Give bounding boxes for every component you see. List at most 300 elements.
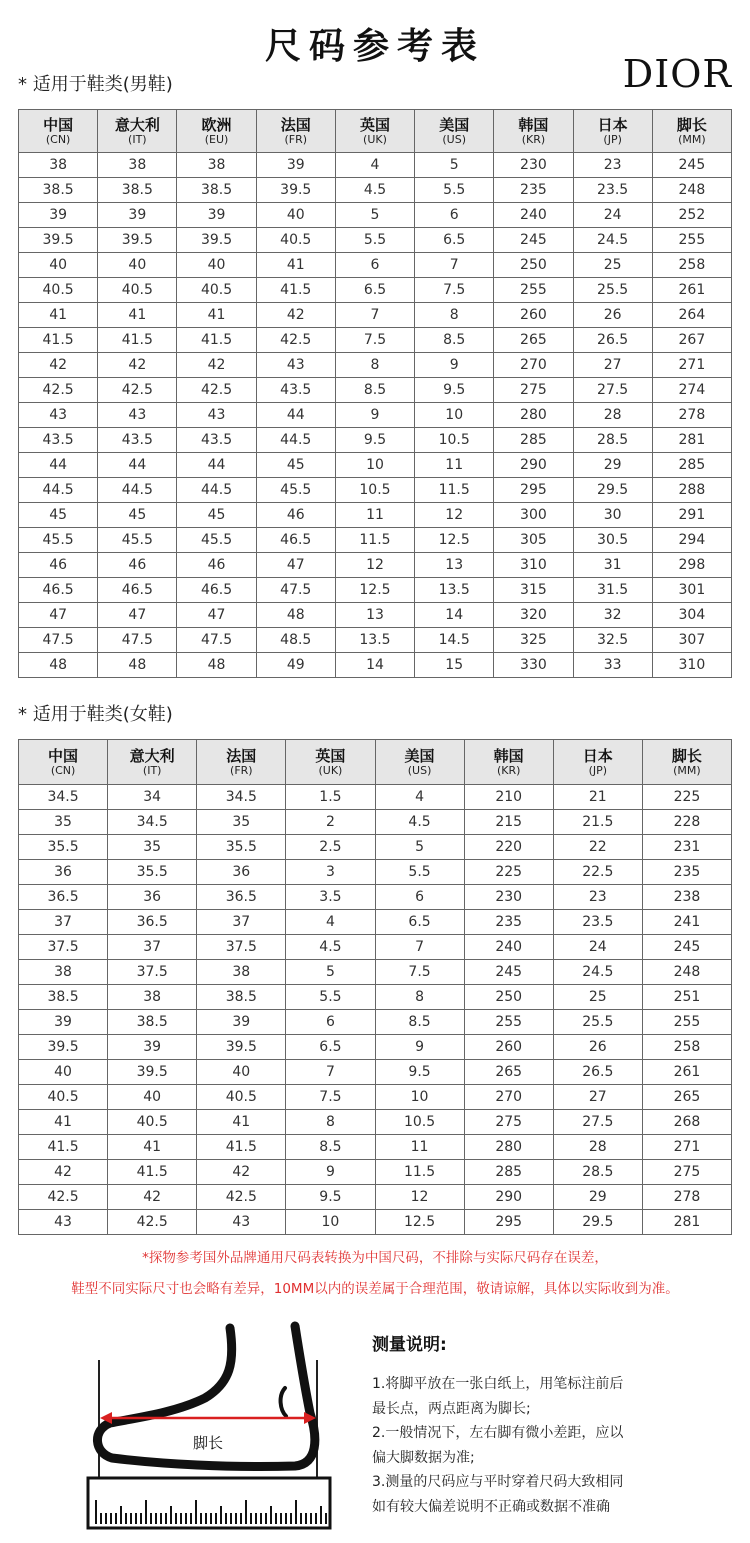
table-cell: 25.5 — [573, 278, 652, 303]
table-cell: 275 — [464, 1110, 553, 1135]
table-cell: 47.5 — [19, 628, 98, 653]
table-cell: 45.5 — [177, 528, 256, 553]
table-cell: 45.5 — [19, 528, 98, 553]
column-header — [256, 110, 335, 153]
table-cell: 295 — [464, 1210, 553, 1235]
table-cell: 4 — [286, 910, 375, 935]
table-cell: 10 — [415, 403, 494, 428]
table-cell: 44 — [177, 453, 256, 478]
page-title: 尺码参考表 — [264, 26, 485, 67]
table-cell: 230 — [494, 153, 573, 178]
table-row — [19, 528, 732, 553]
table-cell: 43 — [256, 353, 335, 378]
table-cell: 9 — [335, 403, 414, 428]
table-cell: 258 — [652, 253, 731, 278]
table-cell: 22.5 — [553, 860, 642, 885]
table-cell: 267 — [652, 328, 731, 353]
column-header — [335, 110, 414, 153]
table-cell: 42 — [19, 1160, 108, 1185]
table-cell: 46 — [177, 553, 256, 578]
table-cell: 49 — [256, 653, 335, 678]
table-cell: 38 — [98, 153, 177, 178]
table-cell: 10.5 — [415, 428, 494, 453]
table-cell: 48.5 — [256, 628, 335, 653]
table-cell: 37.5 — [197, 935, 286, 960]
table-cell: 10 — [375, 1085, 464, 1110]
column-header-code: (UK) — [363, 132, 387, 146]
table-cell: 30 — [573, 503, 652, 528]
table-cell: 41.5 — [98, 328, 177, 353]
table-cell: 43 — [19, 403, 98, 428]
table-cell: 12 — [335, 553, 414, 578]
table-cell: 290 — [494, 453, 573, 478]
column-header — [286, 740, 375, 785]
table-cell: 325 — [494, 628, 573, 653]
table-cell: 39 — [19, 203, 98, 228]
table-cell: 240 — [494, 203, 573, 228]
table-cell: 40.5 — [256, 228, 335, 253]
table-cell: 23 — [573, 153, 652, 178]
table-row — [19, 478, 732, 503]
table-cell: 35 — [197, 810, 286, 835]
table-cell: 28 — [573, 403, 652, 428]
table-cell: 251 — [642, 985, 731, 1010]
table-cell: 220 — [464, 835, 553, 860]
column-header-name: 法国 — [280, 115, 311, 134]
column-header-code: (MM) — [673, 763, 701, 777]
column-header — [553, 740, 642, 785]
table-cell: 8.5 — [335, 378, 414, 403]
table-cell: 255 — [652, 228, 731, 253]
table-row — [19, 985, 732, 1010]
table-cell: 37 — [19, 910, 108, 935]
table-cell: 39 — [256, 153, 335, 178]
measure-line: 3.测量的尺码应与平时穿着尺码大致相同 — [372, 1474, 624, 1490]
table-cell: 11 — [415, 453, 494, 478]
table-cell: 45 — [177, 503, 256, 528]
table-cell: 43 — [197, 1210, 286, 1235]
column-header — [19, 740, 108, 785]
table-cell: 40.5 — [177, 278, 256, 303]
table-cell: 26.5 — [573, 328, 652, 353]
table-cell: 12.5 — [335, 578, 414, 603]
table-cell: 250 — [464, 985, 553, 1010]
table-cell: 39 — [197, 1010, 286, 1035]
table-cell: 4 — [335, 153, 414, 178]
table-row — [19, 910, 732, 935]
table-cell: 45 — [98, 503, 177, 528]
table-cell: 265 — [642, 1085, 731, 1110]
table-cell: 43 — [19, 1210, 108, 1235]
table-cell: 38.5 — [177, 178, 256, 203]
table-cell: 12 — [415, 503, 494, 528]
table-cell: 4.5 — [375, 810, 464, 835]
table-cell: 298 — [652, 553, 731, 578]
table-cell: 8 — [415, 303, 494, 328]
table-cell: 25 — [573, 253, 652, 278]
table-cell: 41 — [19, 1110, 108, 1135]
table-cell: 245 — [642, 935, 731, 960]
table-cell: 278 — [642, 1185, 731, 1210]
table-cell: 11 — [375, 1135, 464, 1160]
table-cell: 40 — [197, 1060, 286, 1085]
table-row — [19, 1185, 732, 1210]
table-cell: 42.5 — [256, 328, 335, 353]
table-cell: 40 — [256, 203, 335, 228]
table-cell: 40 — [177, 253, 256, 278]
table-cell: 8 — [375, 985, 464, 1010]
table-cell: 36.5 — [19, 885, 108, 910]
table-cell: 42.5 — [177, 378, 256, 403]
table-cell: 11.5 — [415, 478, 494, 503]
table-cell: 245 — [464, 960, 553, 985]
table-cell: 44.5 — [98, 478, 177, 503]
table-cell: 42.5 — [19, 378, 98, 403]
table-row — [19, 835, 732, 860]
table-cell: 39 — [98, 203, 177, 228]
column-header-code: (MM) — [678, 132, 706, 146]
table-cell: 29.5 — [553, 1210, 642, 1235]
table-cell: 5 — [335, 203, 414, 228]
table-cell: 315 — [494, 578, 573, 603]
table-cell: 6 — [415, 203, 494, 228]
table-cell: 25 — [553, 985, 642, 1010]
table-cell: 320 — [494, 603, 573, 628]
table-cell: 41 — [19, 303, 98, 328]
table-cell: 26 — [553, 1035, 642, 1060]
table-cell: 2.5 — [286, 835, 375, 860]
table-cell: 288 — [652, 478, 731, 503]
table-cell: 47 — [177, 603, 256, 628]
table-cell: 228 — [642, 810, 731, 835]
table-cell: 9.5 — [286, 1185, 375, 1210]
column-header-name: 美国 — [404, 746, 435, 765]
table-cell: 7 — [375, 935, 464, 960]
table-cell: 41 — [256, 253, 335, 278]
table-row — [19, 1110, 732, 1135]
table-cell: 8.5 — [415, 328, 494, 353]
column-header-name: 意大利 — [114, 115, 160, 134]
table-cell: 310 — [494, 553, 573, 578]
table-cell: 7 — [286, 1060, 375, 1085]
column-header-name: 意大利 — [129, 746, 175, 765]
table-cell: 45.5 — [98, 528, 177, 553]
column-header-name: 韩国 — [518, 115, 549, 134]
table-cell: 14 — [335, 653, 414, 678]
women-section-label: * 适用于鞋类(女鞋) — [18, 704, 173, 725]
table-cell: 35.5 — [108, 860, 197, 885]
table-cell: 245 — [494, 228, 573, 253]
table-cell: 39 — [108, 1035, 197, 1060]
column-header-code: (KR) — [496, 763, 521, 777]
men-size-table — [18, 109, 732, 678]
table-cell: 39.5 — [98, 228, 177, 253]
table-cell: 46 — [98, 553, 177, 578]
table-row — [19, 1160, 732, 1185]
table-cell: 40.5 — [197, 1085, 286, 1110]
table-cell: 7.5 — [335, 328, 414, 353]
table-cell: 285 — [464, 1160, 553, 1185]
table-cell: 240 — [464, 935, 553, 960]
table-cell: 46 — [19, 553, 98, 578]
table-cell: 37 — [108, 935, 197, 960]
table-cell: 46.5 — [177, 578, 256, 603]
table-cell: 34 — [108, 785, 197, 810]
table-cell: 290 — [464, 1185, 553, 1210]
table-row — [19, 303, 732, 328]
table-cell: 35.5 — [19, 835, 108, 860]
table-cell: 275 — [642, 1160, 731, 1185]
table-cell: 38.5 — [19, 178, 98, 203]
table-cell: 38.5 — [19, 985, 108, 1010]
table-cell: 9 — [286, 1160, 375, 1185]
table-cell: 39 — [177, 203, 256, 228]
table-cell: 5 — [286, 960, 375, 985]
table-cell: 310 — [652, 653, 731, 678]
table-cell: 6 — [286, 1010, 375, 1035]
table-cell: 44.5 — [256, 428, 335, 453]
table-cell: 44.5 — [19, 478, 98, 503]
table-cell: 30.5 — [573, 528, 652, 553]
table-cell: 10.5 — [375, 1110, 464, 1135]
disclaimer-notes — [0, 1243, 750, 1305]
table-cell: 235 — [642, 860, 731, 885]
table-cell: 38 — [177, 153, 256, 178]
table-cell: 4.5 — [335, 178, 414, 203]
table-row — [19, 328, 732, 353]
table-cell: 44 — [256, 403, 335, 428]
table-row — [19, 353, 732, 378]
table-cell: 261 — [642, 1060, 731, 1085]
column-header — [108, 740, 197, 785]
table-cell: 5 — [415, 153, 494, 178]
table-cell: 34.5 — [197, 785, 286, 810]
men-size-table-wrap — [18, 109, 732, 678]
column-header-name: 中国 — [48, 746, 79, 765]
table-cell: 215 — [464, 810, 553, 835]
table-row — [19, 785, 732, 810]
table-cell: 10 — [286, 1210, 375, 1235]
table-cell: 42 — [19, 353, 98, 378]
table-cell: 41 — [108, 1135, 197, 1160]
column-header-code: (UK) — [318, 763, 343, 777]
column-header-name: 欧洲 — [201, 115, 232, 134]
table-cell: 255 — [464, 1010, 553, 1035]
table-cell: 260 — [494, 303, 573, 328]
table-cell: 35 — [108, 835, 197, 860]
table-cell: 47.5 — [256, 578, 335, 603]
table-cell: 280 — [464, 1135, 553, 1160]
table-cell: 27 — [553, 1085, 642, 1110]
table-cell: 42 — [256, 303, 335, 328]
table-cell: 40.5 — [98, 278, 177, 303]
table-cell: 35 — [19, 810, 108, 835]
table-cell: 28 — [553, 1135, 642, 1160]
table-cell: 5 — [375, 835, 464, 860]
table-cell: 245 — [652, 153, 731, 178]
table-cell: 261 — [652, 278, 731, 303]
table-cell: 40.5 — [108, 1110, 197, 1135]
table-cell: 300 — [494, 503, 573, 528]
table-cell: 46.5 — [256, 528, 335, 553]
table-cell: 46 — [256, 503, 335, 528]
table-cell: 301 — [652, 578, 731, 603]
table-cell: 41.5 — [197, 1135, 286, 1160]
table-cell: 23.5 — [573, 178, 652, 203]
table-row — [19, 1135, 732, 1160]
table-cell: 42.5 — [98, 378, 177, 403]
table-cell: 27 — [573, 353, 652, 378]
table-cell: 44 — [98, 453, 177, 478]
table-cell: 5.5 — [415, 178, 494, 203]
table-cell: 255 — [642, 1010, 731, 1035]
table-cell: 7.5 — [286, 1085, 375, 1110]
column-header-code: (EU) — [204, 132, 229, 146]
table-cell: 291 — [652, 503, 731, 528]
table-cell: 41.5 — [19, 1135, 108, 1160]
table-cell: 37 — [197, 910, 286, 935]
column-header — [464, 740, 553, 785]
table-cell: 38 — [108, 985, 197, 1010]
table-cell: 36.5 — [108, 910, 197, 935]
table-cell: 44.5 — [177, 478, 256, 503]
table-cell: 33 — [573, 653, 652, 678]
table-cell: 36 — [19, 860, 108, 885]
table-cell: 14 — [415, 603, 494, 628]
table-row — [19, 860, 732, 885]
table-cell: 36 — [197, 860, 286, 885]
table-cell: 13 — [415, 553, 494, 578]
table-cell: 12.5 — [415, 528, 494, 553]
table-cell: 41.5 — [177, 328, 256, 353]
table-row — [19, 403, 732, 428]
table-cell: 7 — [335, 303, 414, 328]
table-cell: 278 — [652, 403, 731, 428]
table-cell: 235 — [494, 178, 573, 203]
table-row — [19, 1010, 732, 1035]
table-cell: 11.5 — [335, 528, 414, 553]
table-cell: 274 — [652, 378, 731, 403]
table-cell: 41.5 — [108, 1160, 197, 1185]
table-cell: 44 — [19, 453, 98, 478]
table-cell: 39 — [19, 1010, 108, 1035]
table-cell: 8 — [286, 1110, 375, 1135]
measure-line: 2.一般情况下，左右脚有微小差距，应以 — [372, 1425, 624, 1441]
table-cell: 8.5 — [375, 1010, 464, 1035]
men-section-label: * 适用于鞋类(男鞋) — [18, 74, 173, 95]
table-row — [19, 203, 732, 228]
table-row — [19, 578, 732, 603]
column-header-code: (US) — [442, 132, 467, 146]
table-cell: 40 — [19, 253, 98, 278]
measure-instructions-title: 测量说明: — [372, 1335, 447, 1355]
table-cell: 38 — [19, 960, 108, 985]
column-header-code: (KR) — [521, 132, 546, 146]
column-header — [494, 110, 573, 153]
table-cell: 5.5 — [286, 985, 375, 1010]
ankle-mark — [281, 1388, 286, 1416]
table-row — [19, 935, 732, 960]
table-cell: 305 — [494, 528, 573, 553]
table-cell: 38.5 — [197, 985, 286, 1010]
table-cell: 265 — [494, 328, 573, 353]
men-table-body — [19, 153, 732, 678]
table-cell: 6.5 — [335, 278, 414, 303]
table-cell: 48 — [98, 653, 177, 678]
table-cell: 41 — [98, 303, 177, 328]
table-cell: 271 — [652, 353, 731, 378]
column-header-name: 日本 — [582, 746, 613, 765]
table-cell: 35.5 — [197, 835, 286, 860]
table-cell: 47.5 — [177, 628, 256, 653]
table-cell: 295 — [494, 478, 573, 503]
measure-line: 偏大脚数据为准; — [372, 1449, 475, 1466]
table-cell: 250 — [494, 253, 573, 278]
table-row — [19, 453, 732, 478]
table-cell: 7.5 — [415, 278, 494, 303]
table-cell: 47 — [98, 603, 177, 628]
table-cell: 39.5 — [177, 228, 256, 253]
table-cell: 9 — [375, 1035, 464, 1060]
disclaimer-line-2: 鞋型不同实际尺寸也会略有差异，10MM以内的误差属于合理范围，敬请谅解，具体以实际收到为准。 — [71, 1281, 679, 1297]
measure-line: 如有较大偏差说明不正确或数据不准确 — [372, 1498, 610, 1515]
table-cell: 42 — [108, 1185, 197, 1210]
table-cell: 10.5 — [335, 478, 414, 503]
table-cell: 270 — [494, 353, 573, 378]
table-cell: 43.5 — [98, 428, 177, 453]
table-cell: 36 — [108, 885, 197, 910]
table-cell: 32 — [573, 603, 652, 628]
table-cell: 24.5 — [553, 960, 642, 985]
table-cell: 248 — [652, 178, 731, 203]
table-cell: 48 — [177, 653, 256, 678]
disclaimer-line-1: *探物参考国外品牌通用尺码表转换为中国尺码，不排除与实际尺码存在误差， — [142, 1250, 608, 1266]
table-row — [19, 378, 732, 403]
table-row — [19, 1060, 732, 1085]
table-row — [19, 885, 732, 910]
column-header-name: 美国 — [439, 115, 470, 134]
column-header — [98, 110, 177, 153]
table-cell: 34.5 — [19, 785, 108, 810]
table-cell: 47 — [256, 553, 335, 578]
table-row — [19, 603, 732, 628]
dior-logo: DIOR — [622, 52, 732, 96]
table-cell: 260 — [464, 1035, 553, 1060]
women-size-table — [18, 739, 732, 1235]
table-row — [19, 228, 732, 253]
column-header — [19, 110, 98, 153]
table-cell: 13.5 — [415, 578, 494, 603]
table-cell: 5.5 — [335, 228, 414, 253]
table-cell: 6 — [375, 885, 464, 910]
table-cell: 48 — [256, 603, 335, 628]
table-cell: 45 — [256, 453, 335, 478]
table-cell: 268 — [642, 1110, 731, 1135]
table-cell: 46.5 — [98, 578, 177, 603]
column-header — [177, 110, 256, 153]
table-cell: 40 — [108, 1085, 197, 1110]
table-cell: 12 — [375, 1185, 464, 1210]
table-cell: 2 — [286, 810, 375, 835]
women-table-body — [19, 785, 732, 1235]
table-cell: 37.5 — [19, 935, 108, 960]
column-header-name: 法国 — [226, 746, 257, 765]
measure-instructions — [372, 1372, 623, 1519]
table-row — [19, 1085, 732, 1110]
foot-length-label: 脚长 — [192, 1434, 224, 1452]
column-header-code: (US) — [407, 763, 432, 777]
table-cell: 40.5 — [19, 1085, 108, 1110]
